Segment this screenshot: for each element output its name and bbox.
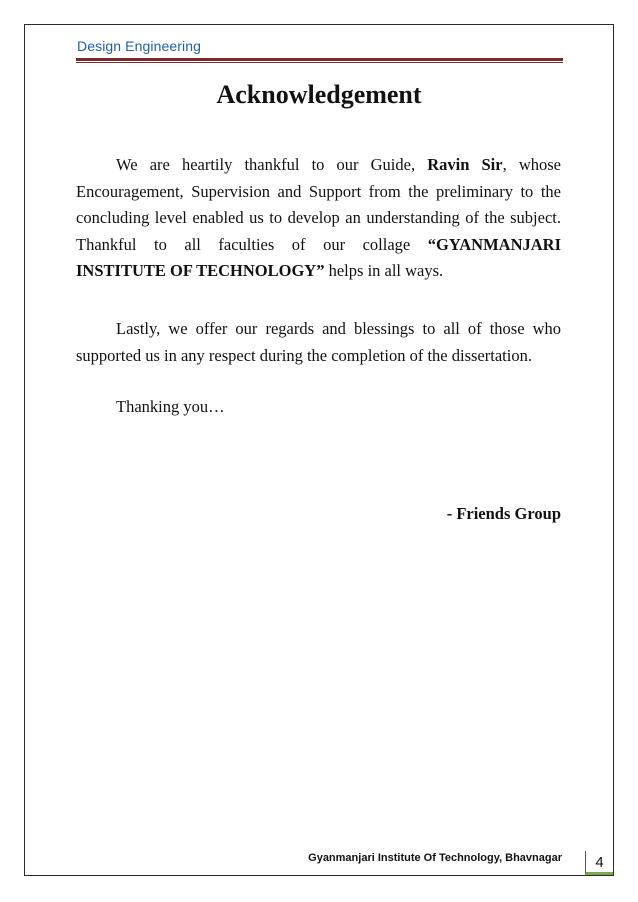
paragraph-thanking: Thanking you…	[116, 397, 225, 416]
signature: - Friends Group	[446, 504, 561, 523]
header-rule	[76, 58, 563, 61]
paragraph-text: We are heartily thankful to our Guide,	[116, 155, 428, 174]
guide-name: Ravin Sir	[427, 155, 503, 174]
page-title: Acknowledgement	[216, 80, 422, 109]
header-rule-thin	[76, 62, 563, 63]
institute-name: “GYANMANJARI INSTITUTE OF TECHNOLOGY”	[76, 234, 561, 280]
header-title: Design Engineering	[77, 38, 201, 54]
footer-institute: Gyanmanjari Institute Of Technology, Bhavnagar	[308, 852, 562, 864]
paragraph-text: , whose Encouragement, Supervision and Support from the preliminary to the concluding level enabled us to develop an understanding of the subject. Thankful to all faculties of our collage	[76, 155, 561, 254]
paragraph-guide-thanks	[76, 152, 561, 285]
paragraph-regards: Lastly, we offer our regards and blessings to all of those who supported us in any respect during the completion of the dissertation.	[76, 319, 561, 365]
paragraph-text: helps in all ways.	[324, 261, 444, 280]
page-number: 4	[585, 851, 613, 875]
